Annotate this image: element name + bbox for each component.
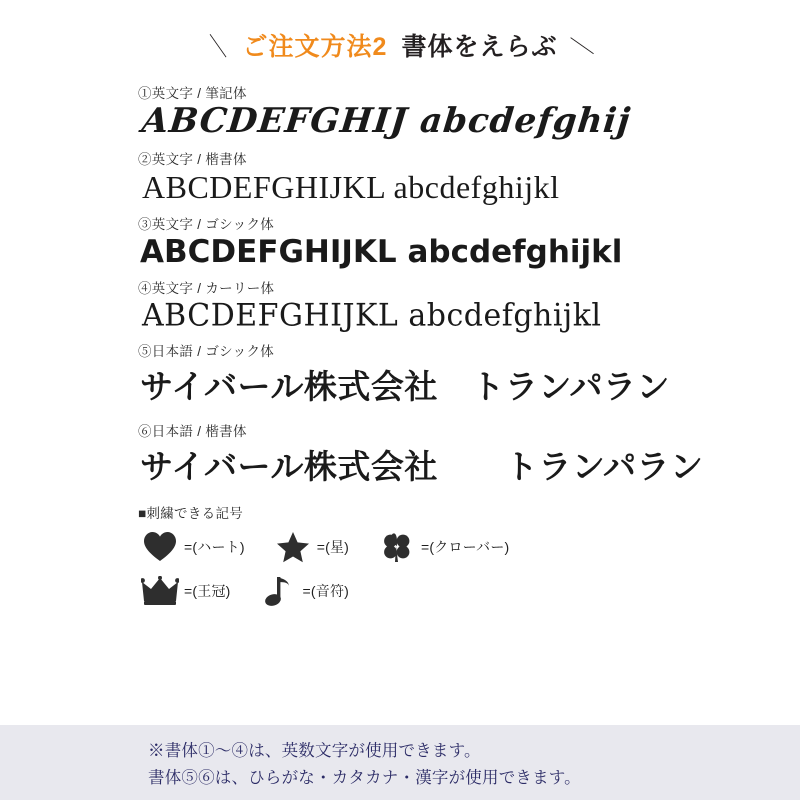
crown-icon: [138, 572, 182, 610]
font-sample-text: サイバール株式会社 トランパラン: [140, 367, 671, 406]
font-sample-row: [0, 148, 800, 206]
font-sample-label: ③英文字 / ゴシック体: [138, 217, 275, 232]
symbol-section-title: ■刺繍できる記号: [138, 506, 244, 521]
symbol-label: =(ハート): [184, 539, 245, 555]
font-sample-text: サイバール株式会社 トランパラン: [140, 447, 704, 486]
font-sample-label: ②英文字 / 楷書体: [138, 152, 247, 167]
font-sample-text: ABCDEFGHIJKL abcdefghijkl: [142, 169, 560, 205]
font-sample-row: [0, 340, 800, 408]
symbol-label: =(星): [316, 539, 350, 555]
footer-note: [0, 725, 800, 800]
symbol-item: [375, 528, 509, 566]
page-header: [0, 0, 800, 68]
footer-note-line-1: ※書体①〜④は、英数文字が使用できます。: [148, 742, 481, 760]
symbol-item: [138, 528, 245, 566]
page-title: 書体をえらぶ: [401, 33, 558, 61]
symbol-item: [138, 572, 231, 610]
clover-icon: [375, 528, 419, 566]
font-sample-row: [0, 420, 800, 488]
symbol-row: [138, 528, 800, 566]
font-sample-text: ABCDEFGHIJKL abcdefghijkl: [142, 297, 602, 334]
font-sample-row: [0, 213, 800, 270]
symbol-label: =(クローバー): [421, 539, 510, 555]
font-sample-text: ABCDEFGHIJ abcdefghij: [139, 101, 633, 141]
symbol-item: [257, 572, 350, 610]
heart-icon: [138, 528, 182, 566]
font-sample-text-wrap: [138, 441, 800, 488]
font-sample-text-wrap: [138, 234, 800, 270]
symbol-section: [0, 502, 800, 610]
symbol-row: [138, 572, 800, 610]
symbol-item: [271, 528, 349, 566]
music-note-icon: [257, 572, 301, 610]
font-sample-label: ⑥日本語 / 楷書体: [138, 424, 247, 439]
decor-slash-left: ＼: [204, 31, 231, 61]
footer-note-line-2: 書体⑤⑥は、ひらがな・カタカナ・漢字が使用できます。: [148, 768, 581, 787]
font-sample-label: ①英文字 / 筆記体: [138, 86, 247, 101]
font-sample-label: ④英文字 / カーリー体: [138, 281, 275, 296]
font-sample-label: ⑤日本語 / ゴシック体: [138, 344, 275, 359]
symbol-label: =(音符): [302, 583, 349, 599]
symbol-label: =(王冠): [184, 583, 231, 599]
star-icon: [271, 528, 315, 566]
font-sample-row: [0, 277, 800, 333]
font-sample-text-wrap: [138, 169, 800, 206]
font-sample-text: ABCDEFGHIJKL abcdefghijkl: [140, 234, 623, 270]
decor-slash-right: ／: [569, 31, 596, 61]
font-sample-text-wrap: [138, 361, 800, 408]
font-sample-text-wrap: [138, 101, 800, 141]
page-title-accent: ご注文方法2: [242, 33, 388, 61]
font-sample-row: [0, 82, 800, 141]
font-sample-text-wrap: [138, 298, 800, 333]
font-sample-list: [0, 68, 800, 488]
